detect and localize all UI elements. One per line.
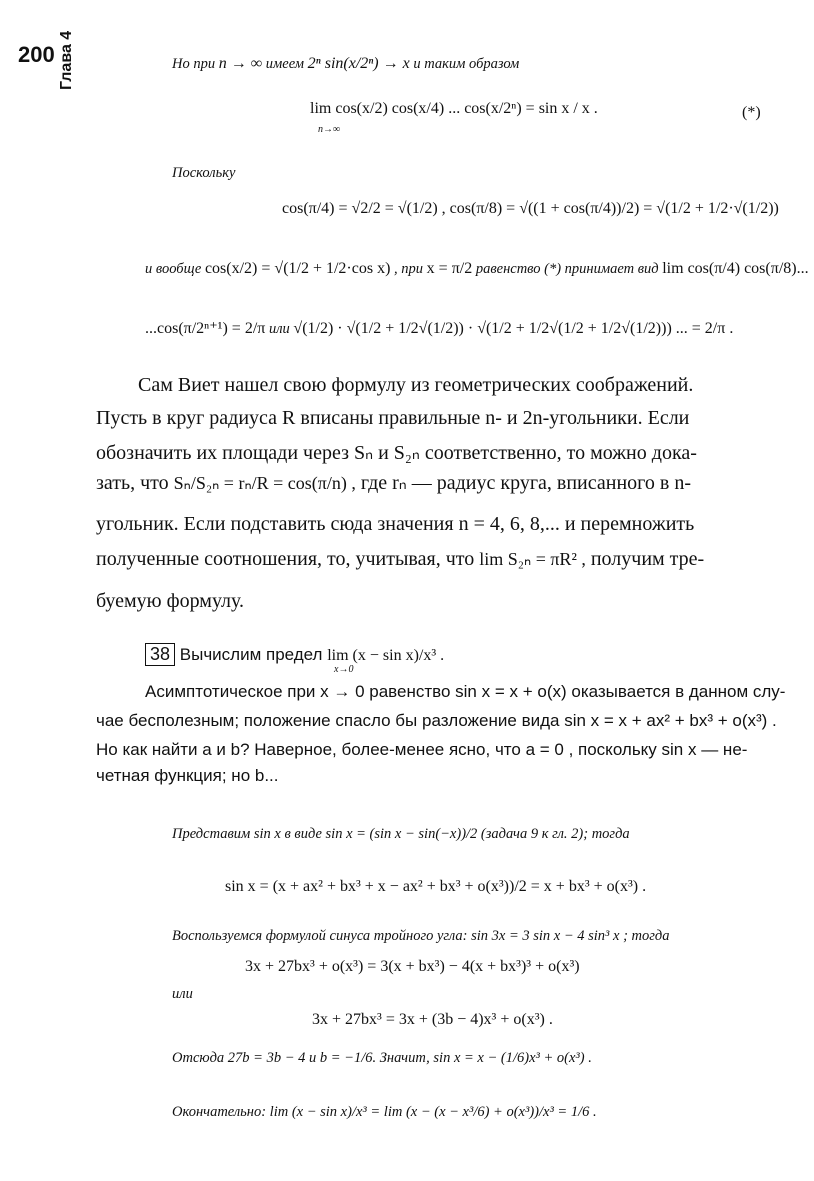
generally-mid: , при: [394, 261, 424, 277]
solution-line-3: Воспользуемся формулой синуса тройного угла: sin 3x = 3 sin x − 4 sin³ x ; тогда: [172, 928, 670, 944]
para1-line-1: Сам Виет нашел свою формулу из геометрических соображений.: [138, 374, 694, 396]
generally-expression: cos(x/2) = √(1/2 + 1/2·cos x): [204, 260, 391, 277]
cos-values-formula: cos(π/4) = √2/2 = √(1/2) , cos(π/8) = √((1 + cos(π/4))/2) = √(1/2 + 1/2·√(1/2)): [282, 200, 779, 217]
vieta-formula-line: [145, 318, 733, 338]
para2-line-1: Асимптотическое при x → 0 равенство sin x = x + o(x) оказывается в данном слу-: [145, 682, 786, 701]
vieta-or: или: [268, 321, 290, 337]
para1-line-3: обозначить их площади через Sₙ и S₂ₙ соответственно, то можно дока-: [96, 442, 697, 464]
solution-line-4: 3x + 27bx³ + o(x³) = 3(x + bx³) − 4(x + bx³)³ + o(x³): [245, 958, 580, 975]
generally-line: [145, 260, 809, 278]
chapter-label: Глава 4: [58, 30, 75, 90]
para1-line-5: угольник. Если подставить сюда значения n = 4, 6, 8,... и перемножить: [96, 513, 695, 535]
intro-n-infinity: n → ∞: [218, 55, 263, 72]
para1-line-4: [96, 470, 691, 495]
problem-38-line: [145, 643, 444, 666]
para2-line-4: четная функция; но b...: [96, 766, 279, 785]
vieta-rhs: √(1/2) · √(1/2 + 1/2√(1/2)) · √(1/2 + 1/2√(1/2 + 1/2√(1/2))) ... = 2/π .: [293, 320, 734, 337]
generally-prefix: и вообще: [145, 261, 202, 277]
formula-star: [310, 100, 598, 118]
intro-line: [172, 55, 519, 73]
intro-text-1: Но при: [172, 56, 216, 72]
para1-line-2: Пусть в круг радиуса R вписаны правильные n- и 2n-угольники. Если: [96, 407, 690, 429]
para1-limit-formula: lim S₂ₙ = πR² ,: [479, 549, 586, 569]
solution-line-6: 3x + 27bx³ = 3x + (3b − 4)x³ + o(x³) .: [312, 1011, 553, 1028]
intro-expression: 2ⁿ sin(x/2ⁿ) → x: [307, 55, 410, 72]
para1-line-6b: получим тре-: [590, 548, 705, 570]
para1-line-7: буемую формулу.: [96, 590, 245, 612]
intro-text-4: и таким образом: [413, 56, 520, 72]
intro-text-3: имеем: [265, 56, 305, 72]
para1-line-4a: зать, что: [96, 472, 169, 494]
para1-ratio-formula: Sₙ/S₂ₙ = rₙ/R = cos(π/n) ,: [173, 473, 356, 493]
page-number: 200: [18, 42, 55, 67]
formula-star-tag: (*): [742, 104, 761, 121]
solution-line-5: или: [172, 986, 193, 1002]
formula-star-expression: lim cos(x/2) cos(x/4) ... cos(x/2ⁿ) = sin x / x .: [310, 100, 598, 117]
since-label: Поскольку: [172, 165, 236, 181]
solution-line-2: sin x = (x + ax² + bx³ + x − ax² + bx³ + o(x³))/2 = x + bx³ + o(x³) .: [225, 878, 647, 895]
para2-line-3: Но как найти a и b? Наверное, более-менее ясно, что a = 0 , поскольку sin x — не-: [96, 740, 748, 759]
problem-title: Вычислим предел: [179, 645, 323, 664]
solution-line-1: Представим sin x в виде sin x = (sin x − sin(−x))/2 (задача 9 к гл. 2); тогда: [172, 826, 630, 842]
solution-line-8: Окончательно: lim (x − sin x)/x³ = lim (x − (x − x³/6) + o(x³))/x³ = 1/6 .: [172, 1104, 597, 1120]
generally-suffix: равенство (*) принимает вид: [475, 261, 659, 277]
para1-line-6: [96, 548, 704, 571]
solution-line-7: Отсюда 27b = 3b − 4 и b = −1/6. Значит, sin x = x − (1/6)x³ + o(x³) .: [172, 1050, 592, 1066]
para2-line-2: чае бесполезным; положение спасло бы разложение вида sin x = x + ax² + bx³ + o(x³) .: [96, 711, 777, 730]
formula-star-lim-sub: n→∞: [318, 124, 341, 135]
generally-x-value: x = π/2: [426, 260, 473, 277]
para1-line-6a: полученные соотношения, то, учитывая, что: [96, 548, 475, 570]
problem-expression: lim (x − sin x)/x³ .: [327, 647, 445, 664]
para1-line-4b: где rₙ — радиус круга, вписанного в n-: [360, 472, 691, 494]
vieta-lhs: ...cos(π/2ⁿ⁺¹) = 2/π: [145, 320, 266, 337]
problem-lim-sub: x→0: [334, 664, 354, 675]
problem-number-box: 38: [145, 643, 175, 666]
generally-expression-2: lim cos(π/4) cos(π/8)...: [662, 260, 809, 277]
